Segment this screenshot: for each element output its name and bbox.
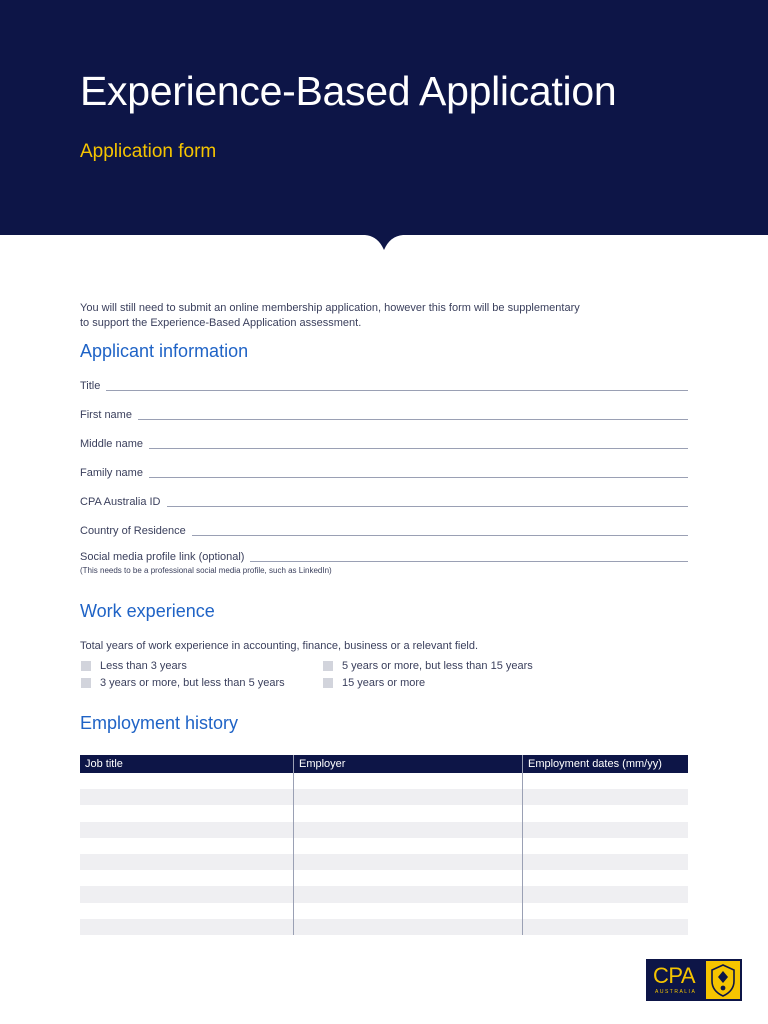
column-employment-dates: Employment dates (mm/yy) bbox=[528, 758, 662, 770]
table-header bbox=[80, 755, 688, 773]
header-banner bbox=[0, 0, 768, 250]
table-row[interactable] bbox=[80, 838, 688, 854]
title-field[interactable] bbox=[80, 379, 688, 393]
table-body[interactable] bbox=[80, 773, 688, 935]
cpa-id-field[interactable] bbox=[80, 495, 688, 509]
column-divider bbox=[522, 755, 523, 935]
page-title: Experience-Based Application bbox=[80, 68, 617, 114]
social-media-input-line[interactable] bbox=[250, 561, 688, 562]
employment-history-heading: Employment history bbox=[80, 713, 239, 733]
checkbox[interactable] bbox=[323, 661, 333, 671]
header-background bbox=[0, 0, 768, 252]
table-row[interactable] bbox=[80, 773, 688, 789]
social-media-field[interactable] bbox=[80, 550, 688, 564]
title-label: Title bbox=[80, 380, 101, 392]
applicant-information-heading: Applicant information bbox=[80, 341, 249, 361]
cpa-id-label: CPA Australia ID bbox=[80, 496, 161, 508]
country-label: Country of Residence bbox=[80, 525, 186, 537]
option-5-to-15[interactable]: 5 years or more, but less than 15 years bbox=[323, 660, 533, 672]
social-media-note: (This needs to be a professional social media profile, such as LinkedIn) bbox=[80, 566, 332, 575]
table-row[interactable] bbox=[80, 903, 688, 919]
option-less-than-3[interactable]: Less than 3 years bbox=[81, 660, 187, 672]
family-name-field[interactable] bbox=[80, 466, 688, 480]
option-15-plus[interactable]: 15 years or more bbox=[323, 677, 425, 689]
family-name-label: Family name bbox=[80, 467, 143, 479]
table-row[interactable] bbox=[80, 870, 688, 886]
family-name-input-line[interactable] bbox=[149, 477, 688, 478]
work-experience-question: Total years of work experience in accounting, finance, business or a relevant field. bbox=[80, 640, 479, 652]
checkbox[interactable] bbox=[81, 661, 91, 671]
column-employer: Employer bbox=[299, 758, 346, 770]
logo-subtext: AUSTRALIA bbox=[655, 989, 697, 995]
column-job-title: Job title bbox=[85, 758, 123, 770]
page-subtitle: Application form bbox=[80, 141, 217, 162]
crest-icon bbox=[706, 961, 740, 999]
table-row[interactable] bbox=[80, 822, 688, 838]
logo-text: CPA bbox=[653, 963, 696, 988]
work-experience-heading: Work experience bbox=[80, 601, 215, 621]
cpa-australia-logo bbox=[646, 959, 742, 1001]
table-row[interactable] bbox=[80, 886, 688, 902]
country-input-line[interactable] bbox=[192, 535, 688, 536]
option-3-to-5[interactable]: 3 years or more, but less than 5 years bbox=[81, 677, 285, 689]
social-media-label: Social media profile link (optional) bbox=[80, 551, 245, 563]
middle-name-input-line[interactable] bbox=[149, 448, 688, 449]
middle-name-field[interactable] bbox=[80, 437, 688, 451]
table-row[interactable] bbox=[80, 919, 688, 935]
first-name-field[interactable] bbox=[80, 408, 688, 422]
first-name-input-line[interactable] bbox=[138, 419, 688, 420]
table-row[interactable] bbox=[80, 854, 688, 870]
cpa-id-input-line[interactable] bbox=[167, 506, 689, 507]
checkbox[interactable] bbox=[81, 678, 91, 688]
checkbox[interactable] bbox=[323, 678, 333, 688]
table-row[interactable] bbox=[80, 805, 688, 821]
employment-history-table bbox=[80, 755, 688, 935]
first-name-label: First name bbox=[80, 409, 132, 421]
title-input-line[interactable] bbox=[106, 390, 688, 391]
country-field[interactable] bbox=[80, 524, 688, 538]
middle-name-label: Middle name bbox=[80, 438, 143, 450]
intro-text: You will still need to submit an online membership application, however this form will be supplementary to support the Experience-Based Application assessment. bbox=[80, 302, 580, 329]
table-row[interactable] bbox=[80, 789, 688, 805]
column-divider bbox=[293, 755, 294, 935]
